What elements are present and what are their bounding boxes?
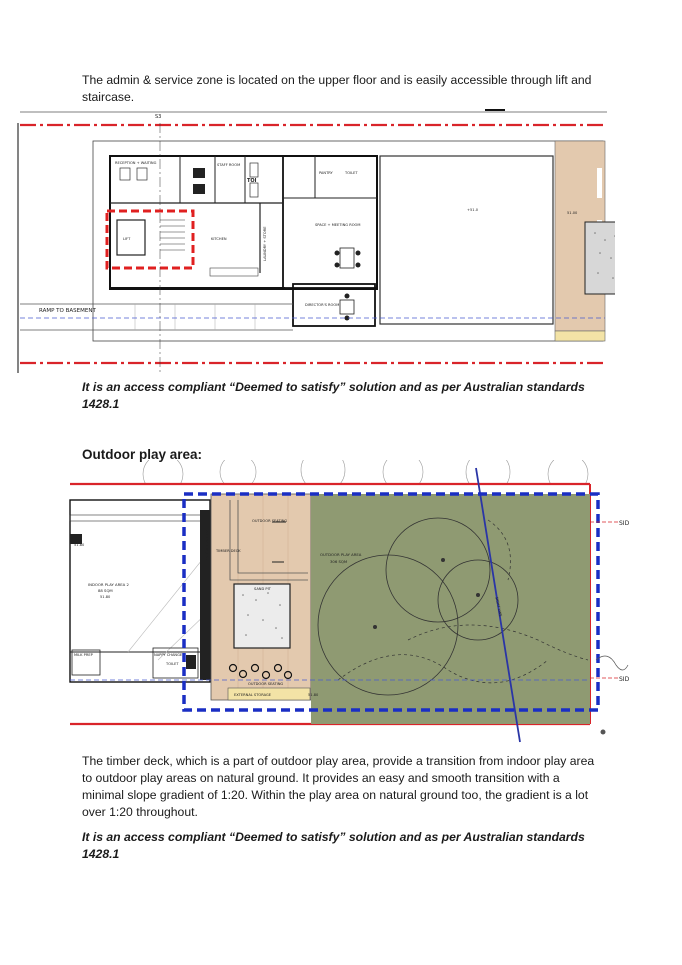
space-meeting-label: SPACE + MEETING ROOM — [315, 223, 361, 227]
directors-room-label: DIRECTOR'S ROOM — [305, 303, 340, 307]
sid-bottom-label: SID — [619, 676, 630, 683]
external-storage-label: EXTERNAL STORAGE — [234, 693, 272, 697]
outdoor-seating-top-label: OUTDOOR SEATING — [252, 519, 288, 523]
indoor-rl-label: 51.80 — [100, 595, 111, 599]
outside-access-label: OUTSIDE ACCESS — [205, 528, 209, 560]
toilet-label: TOI — [247, 178, 257, 184]
timber-deck-paragraph: The timber deck, which is a part of outdoor play area, provide a transition from indoor play area to outdoor play areas on natural ground. It provides an easy and smooth transition with a minimal slope gradient of 1:20. Within the play area on natural ground too, the gradient is a lot over 1:20 throughout. — [82, 754, 595, 819]
milk-prep-label: MILK PREP — [74, 653, 93, 657]
upper-floor-plan — [15, 108, 615, 376]
lift-label: LIFT — [123, 237, 131, 241]
sid-top-label: SID — [619, 520, 630, 527]
main-rl-label: +51.0 — [467, 208, 479, 212]
nappy-change-label: NAPPY CHANGE — [154, 653, 183, 657]
outdoor-play-heading: Outdoor play area: — [82, 447, 203, 462]
indoor-play-label: INDOOR PLAY AREA 2 — [88, 582, 129, 587]
outdoor-area-label: 306 SQM — [330, 559, 348, 564]
deck-rl-label: 51.00 — [567, 211, 578, 215]
timber-deck-label: TIMBER DECK — [216, 549, 241, 553]
intro-paragraph: The admin & service zone is located on the upper floor and is easily accessible through lift and staircase. — [82, 73, 592, 104]
sight-line-label: SIGHT LINE — [494, 596, 503, 618]
toilet-label-2: TOILET — [166, 662, 179, 666]
compliance-note-2: It is an access compliant “Deemed to satisfy” solution and as per Australian standards 1428.1 — [82, 830, 585, 861]
indoor-area-label: 88 SQM — [98, 588, 113, 593]
pantry-label: PANTRY — [319, 171, 333, 175]
compliance-note-1: It is an access compliant “Deemed to satisfy” solution and as per Australian standards 1428.1 — [82, 380, 585, 411]
outdoor-play-label: OUTDOOR PLAY AREA — [320, 552, 362, 557]
reception-label: RECEPTION + WAITING — [115, 161, 157, 165]
staff-room-label: STAFF ROOM — [217, 163, 241, 167]
grid-ref-label: S3 — [155, 114, 162, 120]
kitchen-label: KITCHEN — [211, 237, 227, 241]
ramp-label: RAMP TO BASEMENT — [39, 308, 96, 314]
deck-rl-label-2: 51.80 — [308, 693, 319, 697]
sand-pit-label: SAND PIT — [254, 587, 271, 591]
dim-label: 51.80 — [74, 543, 85, 547]
outdoor-seating-bottom-label: OUTDOOR SEATING — [248, 682, 284, 686]
outdoor-play-plan — [68, 460, 634, 745]
toilet2-label: TOILET — [345, 171, 358, 175]
laundry-label: LAUNDRY + STORE — [263, 226, 267, 261]
